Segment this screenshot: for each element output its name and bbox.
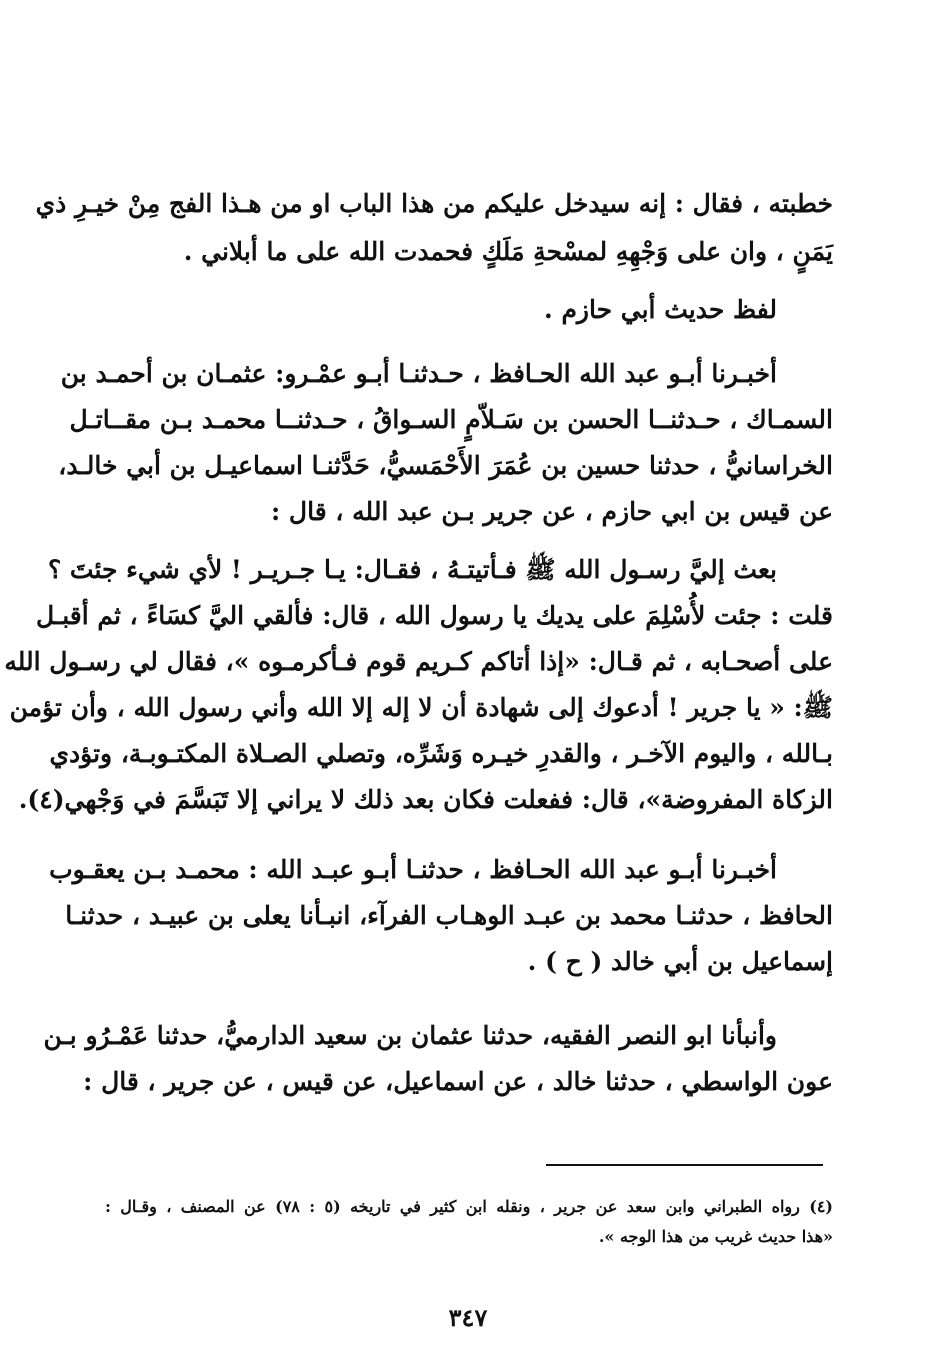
body-line: إسماعيل بن أبي خالد ( ح ) .	[527, 947, 833, 976]
footnote-line: «هذا حديث غريب من هذا الوجه ».	[598, 1227, 833, 1246]
body-line: ﷺ: « يا جرير ! أدعوك إلى شهادة أن لا إله إلا الله وأني رسول الله ، وأن تؤمن	[9, 693, 833, 722]
body-line: الحافظ ، حدثنـا محمد بن عبـد الوهـاب الفرآء، انبـأنا يعلى بن عبيـد ، حدثنـا	[65, 901, 833, 930]
body-line: لفظ حديث أبي حازم .	[544, 295, 777, 324]
page-number: ٣٤٧	[448, 1303, 488, 1332]
body-line: الخراسانيُّ ، حدثنا حسين بن عُمَرَ الأَحْمَسيُّ، حَدَّثنـا اسماعيـل بن أبي خالـد،	[58, 451, 833, 480]
body-line: عن قيس بن ابي حازم ، عن جرير بـن عبد الله ، قال :	[271, 497, 833, 526]
body-line: قلت : جئت لأُسْلِمَ على يديك يا رسول الله ، قال: فألقي اليَّ كسَاءً ، ثم أقبـل	[35, 601, 833, 630]
body-line: السمـاك ، حـدثنــا الحسن بن سَـلاّمٍ السـواقُ ، حـدثنــا محمـد بـن مقــاتـل	[69, 405, 833, 434]
body-line: عون الواسطي ، حدثنا خالد ، عن اسماعيل، عن قيس ، عن جرير ، قال :	[83, 1067, 833, 1096]
body-line: وأنبأنا ابو النصر الفقيه، حدثنا عثمان بن سعيد الدارميُّ، حدثنا عَمْـرُو بـن	[43, 1021, 777, 1050]
body-line: بعث إليَّ رسـول الله ﷺ فـأتيتـهُ ، فقـال: يـا جـريـر ! لأي شيء جئتَ ؟	[47, 555, 777, 584]
body-line: أخبـرنا أبـو عبد الله الحـافظ ، حدثنـا أبـو عبـد الله : محمـد بـن يعقـوب	[49, 855, 777, 884]
body-line: على أصحـابه ، ثم قـال: «إذا أتاكم كـريم قوم فـأكرمـوه »، فقال لي رسـول الله	[4, 647, 833, 676]
body-line: الزكاة المفروضة»، قال: ففعلت فكان بعد ذلك لا يراني إلا تَبَسَّمَ في وَجْهي(٤).	[18, 785, 833, 814]
body-line: أخبـرنا أبـو عبد الله الحـافظ ، حـدثنـا أبـو عمْـرو: عثمـان بن أحمـد بن	[60, 359, 777, 388]
body-line: يَمَنٍ ، وان على وَجْهِهِ لمسْحةِ مَلَكٍ فحمدت الله على ما أبلاني .	[183, 237, 833, 266]
body-line: بـالله ، واليوم الآخـر ، والقدرِ خيـره وَشَرِّه، وتصلي الصـلاة المكتـوبـة، وتؤدي	[49, 739, 833, 768]
footnote-line: (٤) رواه الطبراني وابن سعد عن جرير ، ونقله ابن كثير في تاريخه (٥ : ٧٨) عن المصنف ، وقـال :	[105, 1197, 833, 1216]
footnote-divider	[546, 1164, 823, 1166]
body-line: خطبته ، فقال : إنه سيدخل عليكم من هذا الباب او من هـذا الفج مِنْ خيـرِ ذي	[35, 189, 833, 218]
